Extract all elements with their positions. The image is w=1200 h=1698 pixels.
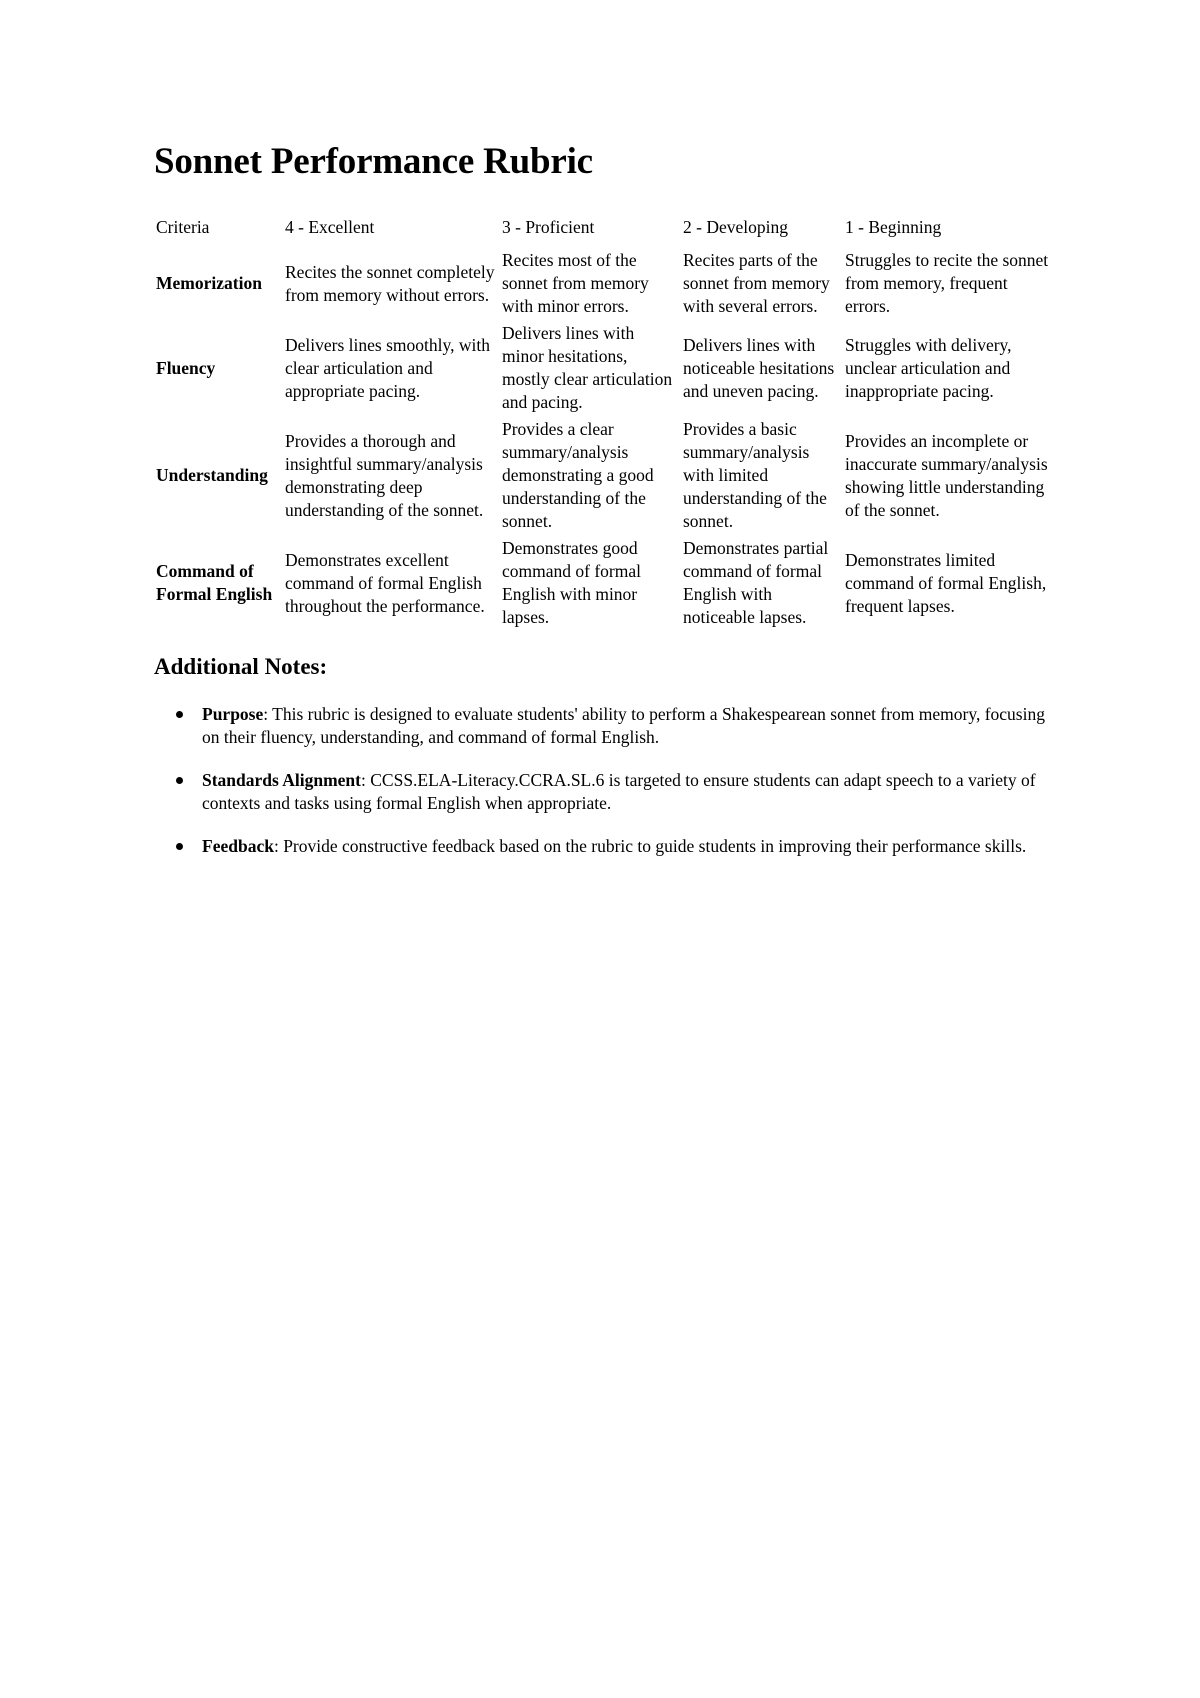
bullet-icon (176, 711, 183, 718)
rubric-cell: Recites most of the sonnet from memory with minor errors. (502, 250, 649, 316)
rubric-cell: Provides an incomplete or inaccurate summary/analysis showing little understanding of the sonnet. (845, 430, 1048, 520)
rubric-cell: Demonstrates good command of formal English with minor lapses. (502, 538, 641, 627)
criterion-label: Memorization (156, 273, 262, 293)
notes-heading: Additional Notes: (154, 654, 328, 679)
rubric-cell: Recites the sonnet completely from memory without errors. (285, 261, 495, 305)
column-header: Criteria (156, 217, 210, 237)
criterion-label: Fluency (156, 357, 216, 378)
list-item (202, 703, 1054, 749)
table-row (154, 535, 1054, 631)
column-header: 2 - Developing (683, 217, 788, 237)
rubric-cell: Demonstrates excellent command of formal English throughout the performance. (285, 549, 485, 616)
bullet-icon (176, 843, 183, 850)
rubric-cell: Demonstrates partial command of formal English with noticeable lapses. (683, 538, 829, 627)
note-text: : Provide constructive feedback based on the rubric to guide students in improving their performance skills. (273, 836, 1027, 856)
notes-list (154, 703, 1054, 858)
rubric-cell: Delivers lines with noticeable hesitations and uneven pacing. (683, 334, 835, 401)
rubric-cell: Demonstrates limited command of formal English, frequent lapses. (845, 549, 1047, 616)
list-item (202, 769, 1054, 815)
rubric-cell: Recites parts of the sonnet from memory with several errors. (683, 250, 830, 316)
note-text: : This rubric is designed to evaluate students' ability to perform a Shakespearean sonnet from memory, focusing on their fluency, understanding, and command of formal English. (202, 704, 1045, 747)
rubric-cell: Delivers lines smoothly, with clear articulation and appropriate pacing. (285, 334, 490, 401)
table-row (154, 416, 1054, 535)
rubric-table (154, 214, 1054, 631)
table-row (154, 247, 1054, 320)
column-header: 3 - Proficient (502, 217, 595, 237)
criterion-label: Understanding (156, 465, 268, 485)
rubric-cell: Provides a clear summary/analysis demonstrating a good understanding of the sonnet. (502, 419, 654, 531)
column-header: 4 - Excellent (285, 217, 375, 237)
note-label: Feedback (202, 836, 274, 856)
rubric-cell: Delivers lines with minor hesitations, mostly clear articulation and pacing. (502, 323, 673, 412)
note-label: Standards Alignment (202, 770, 361, 790)
page-title: Sonnet Performance Rubric (154, 141, 593, 182)
rubric-cell: Struggles with delivery, unclear articulation and inappropriate pacing. (845, 334, 1012, 401)
table-row (154, 320, 1054, 416)
note-text: : CCSS.ELA-Literacy.CCRA.SL.6 is targeted to ensure students can adapt speech to a variety of contexts and tasks using formal English when appropriate. (202, 770, 1036, 813)
criterion-label: Command of Formal English (156, 561, 273, 604)
note-label: Purpose (202, 704, 264, 724)
table-header-row (154, 214, 1054, 247)
document-page (154, 140, 1054, 878)
rubric-cell: Provides a basic summary/analysis with limited understanding of the sonnet. (683, 419, 827, 531)
rubric-cell: Provides a thorough and insightful summary/analysis demonstrating deep understanding of the sonnet. (285, 430, 484, 520)
bullet-icon (176, 777, 183, 784)
rubric-cell: Struggles to recite the sonnet from memory, frequent errors. (845, 250, 1049, 316)
column-header: 1 - Beginning (845, 217, 942, 237)
list-item (202, 835, 1054, 858)
